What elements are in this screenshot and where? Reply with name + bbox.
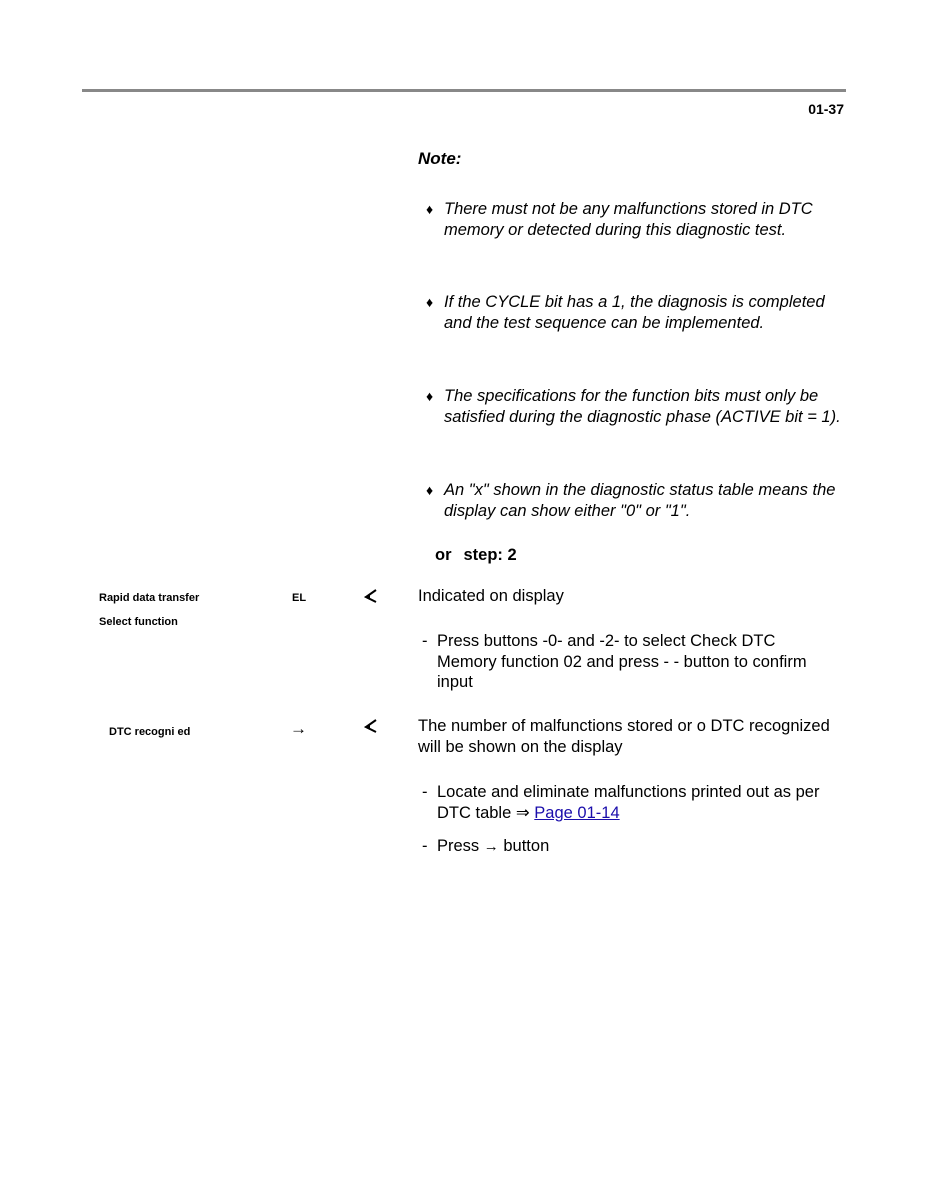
display-text-line2: Select function — [99, 616, 178, 628]
section1-text: Indicated on display — [418, 587, 564, 605]
display-text-line1: DTC recogni ed — [109, 726, 191, 738]
note-item-text: There must not be any malfunctions stored in DTC memory or detected during this diagnostic test. — [444, 200, 813, 239]
key-label: EL — [292, 592, 307, 604]
note-heading: Note: — [418, 149, 462, 168]
step-heading — [435, 546, 517, 565]
step-text — [437, 836, 837, 858]
step-dash: - — [422, 783, 428, 801]
note-item-text: The specifications for the function bits must only be satisfied during the diagnostic phase (ACTIVE bit = 1). — [444, 387, 841, 426]
step-dash: - — [422, 837, 428, 855]
diamond-bullet-icon: ♦ — [426, 482, 434, 498]
header-rule — [82, 89, 846, 92]
note-item-text: An "x" shown in the diagnostic status table means the display can show either "0" or "1". — [444, 481, 836, 520]
diamond-bullet-icon: ♦ — [426, 201, 434, 217]
right-arrow-icon: → — [290, 719, 307, 738]
diamond-bullet-icon: ♦ — [426, 388, 434, 404]
hand-pointer-icon — [362, 718, 378, 734]
step-prefix: Press — [437, 837, 480, 855]
reference-arrow-icon: ⇒ — [515, 803, 530, 822]
step-prefix: or — [435, 546, 452, 564]
step-text — [437, 782, 837, 823]
page-link[interactable]: Page 01-14 — [534, 803, 620, 822]
section2-text: The number of malfunctions stored or o DTC recognized will be shown on the display — [418, 717, 830, 756]
display-text-line1: Rapid data transfer — [99, 592, 200, 604]
step-text: Press buttons -0- and -2- to select Check DTC Memory function 02 and press - - button to confirm input — [437, 632, 807, 691]
note-item-text: If the CYCLE bit has a 1, the diagnosis is completed and the test sequence can be implemented. — [444, 293, 825, 332]
step-label: step: 2 — [463, 546, 517, 564]
step-dash: - — [422, 632, 428, 650]
diamond-bullet-icon: ♦ — [426, 294, 434, 310]
hand-pointer-icon — [362, 588, 378, 604]
step-text-main: Locate and eliminate malfunctions printed out as per DTC table — [437, 783, 820, 822]
step-suffix: button — [503, 837, 550, 855]
page-number: 01-37 — [808, 101, 844, 117]
right-arrow-icon: → — [483, 838, 499, 855]
